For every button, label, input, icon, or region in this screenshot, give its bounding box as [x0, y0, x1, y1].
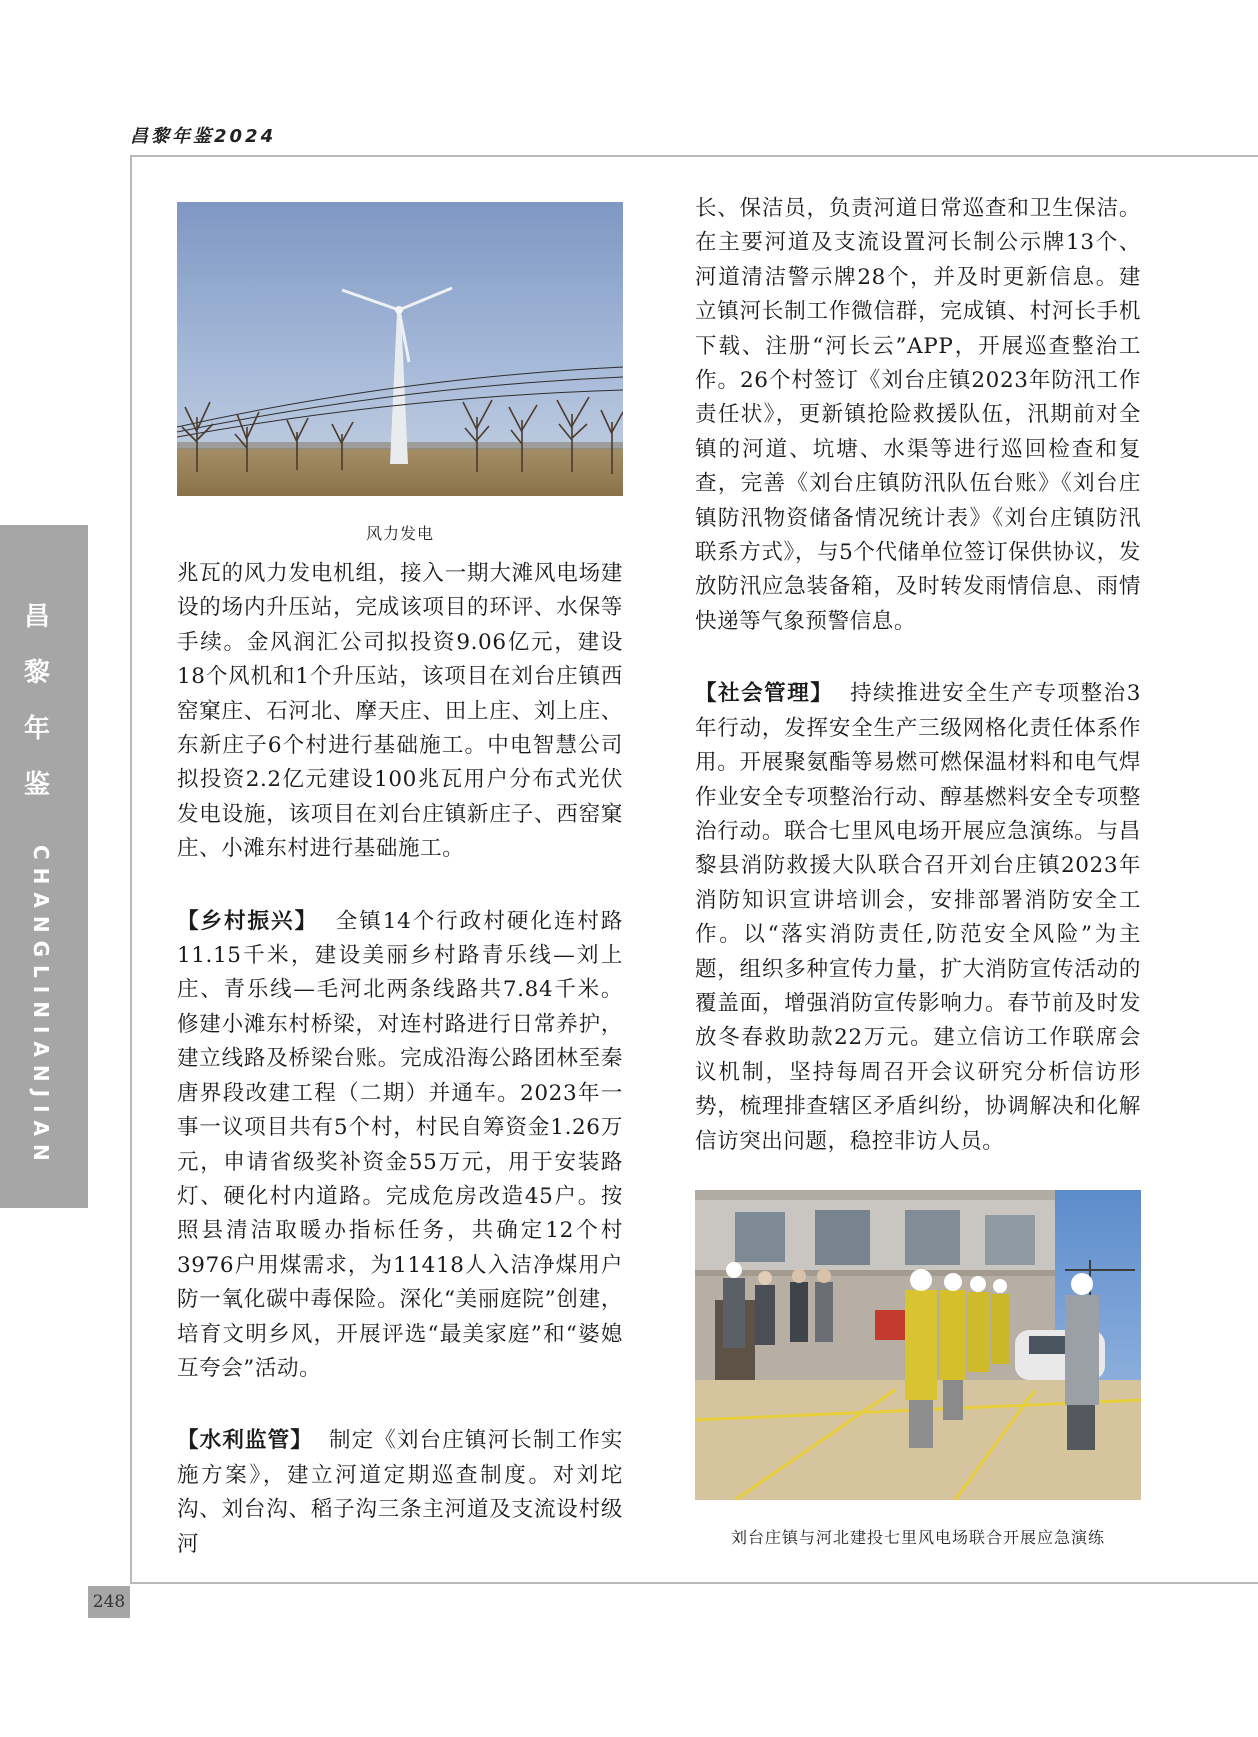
- paragraph-water-supervision: [177, 1424, 623, 1562]
- side-char: 鉴: [23, 770, 50, 800]
- page-number: 248: [88, 1586, 130, 1618]
- paragraph-social-management: [695, 677, 1141, 1159]
- emergency-drill-photo: [695, 1190, 1141, 1500]
- side-latin-text: CHANGLINIANJIAN: [29, 845, 53, 1169]
- section-body-rural: 全镇14个行政村硬化连村路11.15千米，建设美丽乡村路青乐线—刘上庄、青乐线—毛河北两条线路共7.84千米。修建小滩东村桥梁，对连村路进行日常养护，建立线路及桥梁台账。完成沿海公路团林至秦唐界段改建工程（二期）并通车。2023年一事一议项目共有5个村，村民自筹资金1.26万元，申请省级奖补资金55万元，用于安装路灯、硬化村内道路。完成危房改造45户。按照县清洁取暖办指标任务，共确定12个村3976户用煤需求，为11418人入洁净煤用户防一氧化碳中毒保险。深化“美丽庭院”创建，培育文明乡风，开展评选“最美家庭”和“婆媳互夸会”活动。: [177, 908, 623, 1381]
- left-column: [177, 557, 623, 1562]
- paragraph-rural-revitalization: [177, 905, 623, 1387]
- wind-turbine-photo: [177, 202, 623, 496]
- section-heading-water: 【水利监管】: [177, 1428, 313, 1454]
- frame-top-rule: [130, 155, 1258, 157]
- side-tab-title: [22, 589, 52, 813]
- frame-left-rule: [130, 155, 132, 1582]
- section-body-water: 制定《刘台庄镇河长制工作实施方案》，建立河道定期巡查制度。对刘坨沟、刘台沟、稻子沟三条主河道及支流设村级河: [177, 1428, 623, 1557]
- side-char: 黎: [23, 658, 50, 688]
- running-header: 昌黎年鉴2024: [130, 126, 277, 147]
- right-column: [695, 192, 1141, 1159]
- side-char: 昌: [23, 602, 50, 632]
- section-heading-social: 【社会管理】: [695, 681, 834, 707]
- drill-photo-caption: 刘台庄镇与河北建投七里风电场联合开展应急演练: [730, 1528, 1105, 1547]
- section-heading-rural: 【乡村振兴】: [177, 908, 319, 934]
- wind-photo-caption: 风力发电: [365, 524, 434, 543]
- paragraph-wind-projects: 兆瓦的风力发电机组，接入一期大滩风电场建设的场内升压站，完成该项目的环评、水保等手续。金风润汇公司拟投资9.06亿元，建设18个风机和1个升压站，该项目在刘台庄镇西窑窠庄、石河北、摩天庄、田上庄、刘上庄、东新庄子6个村进行基础施工。中电智慧公司拟投资2.2亿元建设100兆瓦用户分布式光伏发电设施，该项目在刘台庄镇新庄子、西窑窠庄、小滩东村进行基础施工。: [177, 561, 623, 862]
- paragraph-river-management: 长、保洁员，负责河道日常巡查和卫生保洁。在主要河道及支流设置河长制公示牌13个、河道清洁警示牌28个，并及时更新信息。建立镇河长制工作微信群，完成镇、村河长手机下载、注册“河长云”APP，开展巡查整治工作。26个村签订《刘台庄镇2023年防汛工作责任状》，更新镇抢险救援队伍，汛期前对全镇的河道、坑塘、水渠等进行巡回检查和复查，完善《刘台庄镇防汛队伍台账》《刘台庄镇防汛物资储备情况统计表》《刘台庄镇防汛联系方式》，与5个代储单位签订保供协议，发放防汛应急装备箱，及时转发雨情信息、雨情快递等气象预警信息。: [695, 196, 1141, 634]
- frame-bottom-rule: [130, 1582, 1258, 1584]
- side-char: 年: [23, 714, 50, 744]
- section-body-social: 持续推进安全生产专项整治3年行动，发挥安全生产三级网格化责任体系作用。开展聚氨酯等易燃可燃保温材料和电气焊作业安全专项整治行动、醇基燃料安全专项整治行动。联合七里风电场开展应急演练。与昌黎县消防救援大队联合召开刘台庄镇2023年消防知识宣讲培训会，安排部署消防安全工作。以“落实消防责任,防范安全风险”为主题，组织多种宣传力量，扩大消防宣传活动的覆盖面，增强消防宣传影响力。春节前及时发放冬春救助款22万元。建立信访工作联席会议机制，坚持每周召开会议研究分析信访形势，梳理排查辖区矛盾纠纷，协调解决和化解信访突出问题，稳控非访人员。: [695, 681, 1141, 1154]
